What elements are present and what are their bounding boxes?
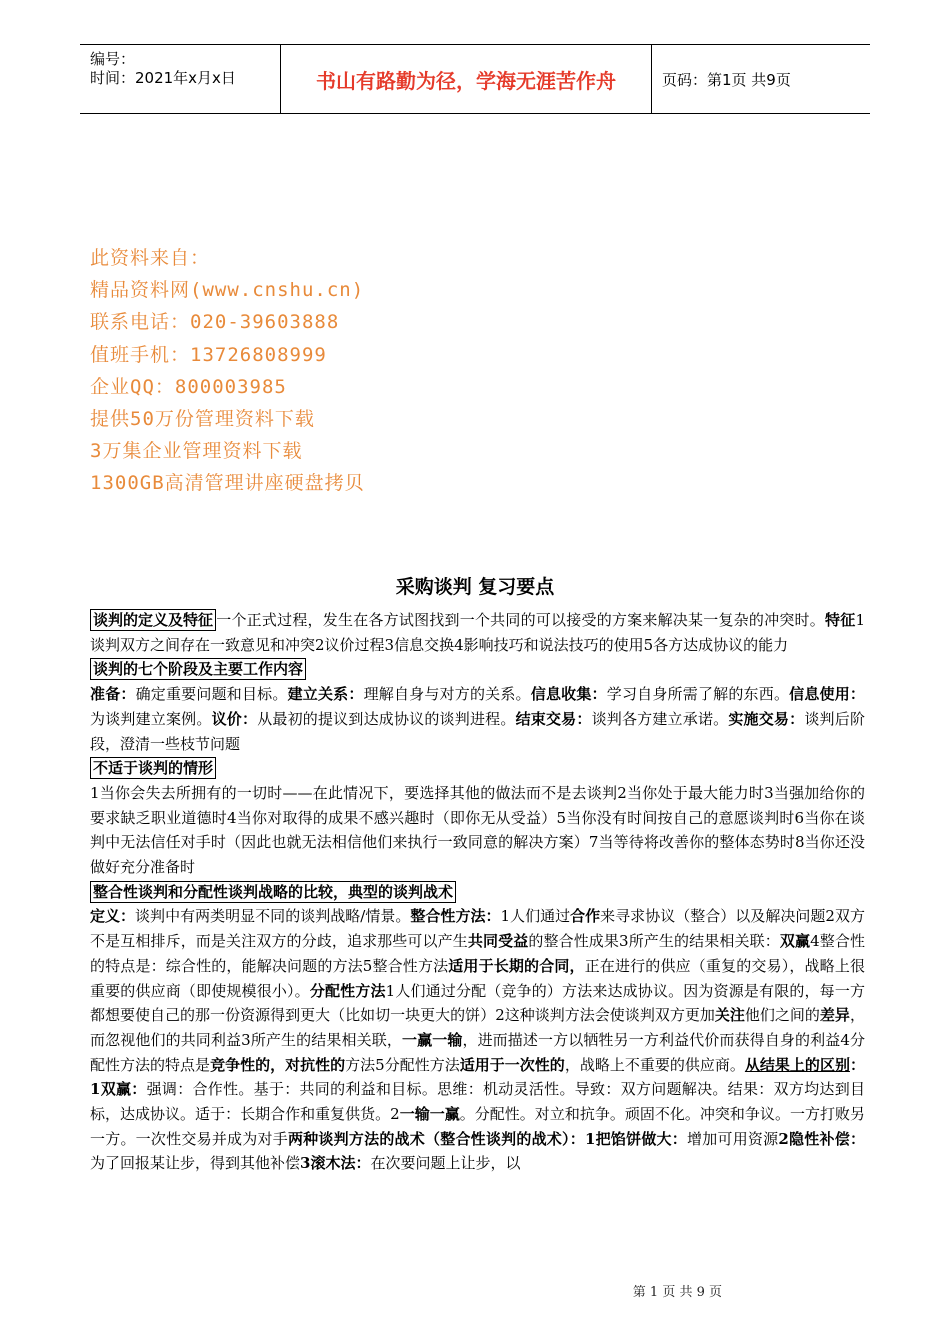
section-heading: 整合性谈判和分配性谈判战略的比较，典型的谈判战术 [90,881,456,903]
unsuitable-text: 1当你会失去所拥有的一切时——在此情况下，要选择其他的做法而不是去谈判2当你处于最大能力时3当强加给你的要求缺乏职业道德时4当你对取得的成果不感兴趣时（即你无从受益）5当你没有时间按自己的意愿谈判时6当你在谈判中无法信任对手时（因此也就无法相信他们来执行一致同意的解决方案）7当等待将改善你的整体态势时8当你还没做好充分准备时 [90,783,865,877]
section-comparison [90,880,865,905]
section-definition: 谈判的定义及特征 一个正式过程，发生在各方试图找到一个共同的可以接受的方案来解决某一复杂的冲突时。特征1谈判双方之间存在一致意见和冲突2议价过程3信息交换4影响技巧和说法技巧的使用5各方达成协议的能力 [90,611,865,654]
section-unsuitable [90,756,865,781]
info-line: 1300GB高清管理讲座硬盘拷贝 [90,472,365,495]
header-meta-cell [80,45,281,113]
section-heading: 谈判的定义及特征 [90,609,216,631]
header-motto: 书山有路勤为径，学海无涯苦作舟 [281,45,652,113]
info-line: 企业QQ：800003985 [90,375,287,398]
number-label: 编号： [90,50,136,68]
document-header [80,44,870,114]
info-line: 提供50万份管理资料下载 [90,408,315,431]
stages-text: 准备：确定重要问题和目标。建立关系：理解自身与对方的关系。信息收集：学习自身所需了解的东西。信息使用：为谈判建立案例。议价：从最初的提议到达成协议的谈判进程。结束交易：谈判各方建立承诺。实施交易：谈判后阶段，澄清一些枝节问题 [90,685,865,753]
info-line: 精品资料网(www.cnshu.cn) [90,279,365,302]
header-page-label: 页码：第1页 共9页 [662,70,791,89]
section-stages [90,657,865,682]
section-heading: 谈判的七个阶段及主要工作内容 [90,658,306,680]
info-line: 联系电话：020-39603888 [90,311,340,334]
time-label: 时间：2021年x月x日 [90,69,236,87]
comparison-text: 定义：谈判中有两类明显不同的谈判战略/情景。整合性方法：1人们通过合作来寻求协议（整合）以及解决问题2双方不是互相排斥，而是关注双方的分歧，追求那些可以产生共同受益的整合性成果3所产生的结果相关联：双赢4整合性的特点是：综合性的，能解决问题的方法5整合性方法适用于长期的合同，正在进行的供应（重复的交易），战略上很重要的供应商（即使规模很小）。分配性方法1人们通过分配（竞争的）方法来达成协议。因为资源是有限的，每一方都想要使自己的那一份资源得到更大（比如切一块更大的饼）2这种谈判方法会使谈判双方更加关注他们之间的差异，而忽视他们的共同利益3所产生的结果相关联，一赢一输，进而描述一方以牺牲另一方利益代价而获得自身的利益4分配性方法的特点是竞争性的，对抗性的方法5分配性方法适用于一次性的，战略上不重要的供应商。从结果上的区别：1双赢：强调：合作性。基于：共同的利益和目标。思维：机动灵活性。导致：双方问题解决。结果：双方均达到目标，达成协议。适于：长期合作和重复供货。2一输一赢。分配性。对立和抗争。顽固不化。冲突和争议。一方打败另一方。一次性交易并成为对手两种谈判方法的战术（整合性谈判的战术）：1把馅饼做大：增加可用资源2隐性补偿：为了回报某让步，得到其他补偿3滚木法：在次要问题上让步，以 [90,907,866,1173]
page-footer: 第 1 页 共 9 页 [632,1285,722,1300]
document-body [90,608,865,1176]
info-line: 值班手机：13726808999 [90,343,327,366]
section-heading: 不适于谈判的情形 [90,757,216,779]
info-line: 3万集企业管理资料下载 [90,440,303,463]
info-line: 此资料来自： [90,247,211,269]
document-title: 采购谈判 复习要点 [395,576,555,598]
source-info-block [90,242,365,500]
